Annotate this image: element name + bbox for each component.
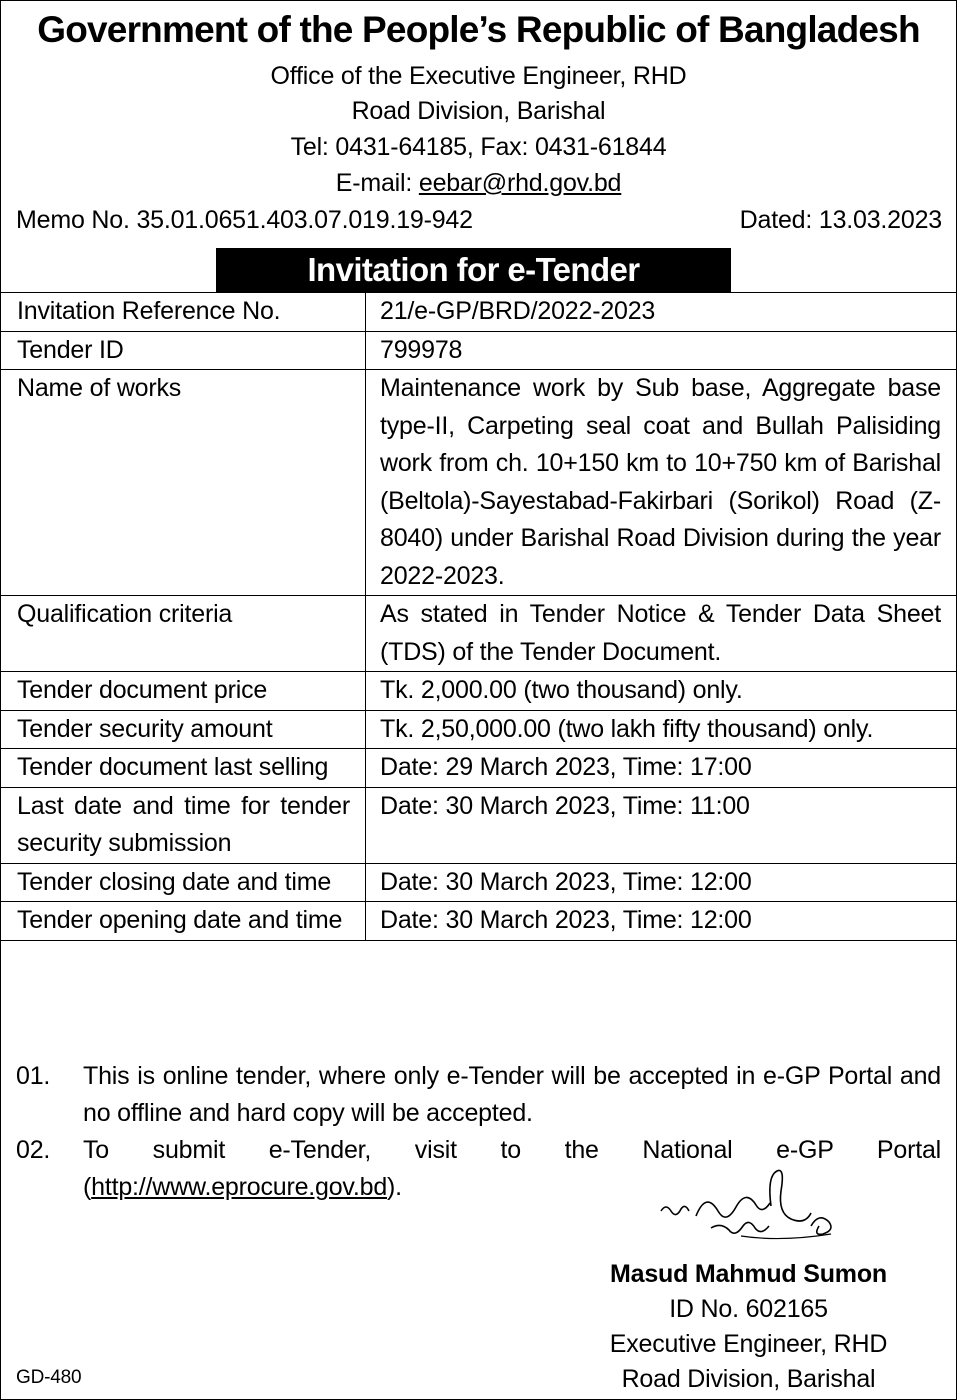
- eprocure-portal-link[interactable]: http://www.eprocure.gov.bd: [91, 1173, 388, 1201]
- note-number: 02.: [16, 1136, 51, 1164]
- division-name: Road Division, Barishal: [351, 97, 606, 125]
- row-label: Invitation Reference No.: [1, 293, 366, 332]
- table-row: [1, 863, 957, 902]
- row-value: As stated in Tender Notice & Tender Data Sheet (TDS) of the Tender Document.: [366, 596, 957, 672]
- row-value: Date: 30 March 2023, Time: 11:00: [366, 787, 957, 863]
- contact-email: [1, 168, 956, 198]
- row-label: Name of works: [1, 370, 366, 596]
- row-label: Qualification criteria: [1, 596, 366, 672]
- row-label: Tender document last selling: [1, 749, 366, 788]
- table-row: [1, 902, 957, 941]
- row-value: 21/e-GP/BRD/2022-2023: [366, 293, 957, 332]
- row-value: Date: 30 March 2023, Time: 12:00: [366, 902, 957, 941]
- note-number: 01.: [16, 1062, 51, 1090]
- note-item: [16, 1058, 941, 1132]
- table-row: [1, 672, 957, 711]
- signatory-id: ID No. 602165: [669, 1295, 828, 1323]
- email-label: E-mail:: [335, 169, 419, 197]
- email-link[interactable]: eebar@rhd.gov.bd: [418, 169, 622, 197]
- table-row: [1, 370, 957, 596]
- signatory-designation: Executive Engineer, RHD: [609, 1330, 888, 1358]
- row-label: Tender security amount: [1, 710, 366, 749]
- invitation-banner: Invitation for e-Tender: [216, 248, 731, 292]
- memo-date: Dated: 13.03.2023: [739, 206, 942, 234]
- office-name: Office of the Executive Engineer, RHD: [270, 62, 687, 90]
- footer-code: GD-480: [16, 1367, 82, 1388]
- note-text: This is online tender, where only e-Tender will be accepted in e-GP Portal and no offline and hard copy will be accepted.: [83, 1062, 941, 1127]
- contact-phone-fax: Tel: 0431-64185, Fax: 0431-61844: [290, 133, 667, 161]
- note-text: To submit e-Tender, visit to the National e-GP Portal (: [83, 1136, 941, 1201]
- memo-number: Memo No. 35.01.0651.403.07.019.19-942: [16, 206, 473, 234]
- signatory-name: Masud Mahmud Sumon: [610, 1260, 887, 1288]
- table-row: [1, 749, 957, 788]
- tender-details-table: [0, 292, 957, 941]
- row-label: Tender closing date and time: [1, 863, 366, 902]
- row-label: Last date and time for tender security submission: [1, 787, 366, 863]
- table-row: [1, 787, 957, 863]
- row-value: 799978: [366, 331, 957, 370]
- note-text-end: ).: [387, 1173, 402, 1201]
- table-row: [1, 293, 957, 332]
- table-row: [1, 596, 957, 672]
- government-title: Government of the People’s Republic of Bangladesh: [37, 9, 920, 50]
- row-value: Tk. 2,50,000.00 (two lakh fifty thousand) only.: [366, 710, 957, 749]
- row-value: Maintenance work by Sub base, Aggregate base type-II, Carpeting seal coat and Bullah Palisiding work from ch. 10+150 km to 10+750 km of Barishal (Beltola)-Sayestabad-Fakirbari (Sorikol) Road (Z-8040) under Barishal Road Division during the year 2022-2023.: [366, 370, 957, 596]
- row-value: Tk. 2,000.00 (two thousand) only.: [366, 672, 957, 711]
- row-label: Tender ID: [1, 331, 366, 370]
- handwritten-signature: [651, 1166, 851, 1246]
- table-row: [1, 710, 957, 749]
- signatory-office: Road Division, Barishal: [621, 1365, 876, 1393]
- table-row: [1, 331, 957, 370]
- row-value: Date: 30 March 2023, Time: 12:00: [366, 863, 957, 902]
- row-value: Date: 29 March 2023, Time: 17:00: [366, 749, 957, 788]
- row-label: Tender document price: [1, 672, 366, 711]
- row-label: Tender opening date and time: [1, 902, 366, 941]
